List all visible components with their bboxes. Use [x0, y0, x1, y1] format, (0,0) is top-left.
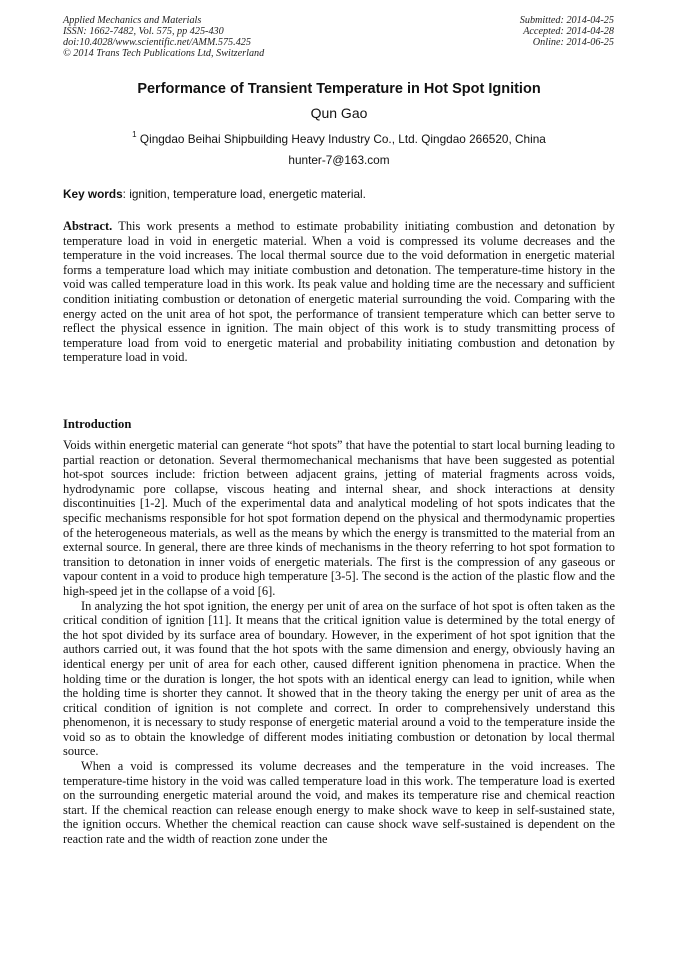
journal-header-right: [520, 15, 614, 48]
author-name: Qun Gao: [310, 105, 368, 121]
accepted-date: Accepted: 2014-04-28: [523, 26, 614, 37]
journal-name: Applied Mechanics and Materials: [63, 15, 202, 26]
introduction-body: [63, 438, 615, 847]
copyright-line: © 2014 Trans Tech Publications Ltd, Switzerland: [63, 48, 265, 59]
affiliation-mark: 1: [132, 130, 137, 139]
intro-paragraph-2: In analyzing the hot spot ignition, the energy per unit of area on the surface of hot spot is often taken as the critical condition of ignition [11]. It means that the critical ignition value is determined by the total energy of the hot spot divided by its surface area of boundary. However, in the experiment of hot spot ignition that the authors carried out, it was found that the hot spots with the same dimension and energy, obviously having an identical energy per unit of area for each other, caused different ignition phenomena in practice. When the holding time or the duration is longer, the hot spots with an identical energy can lead to ignition, while when the holding time is shorter they cannot. It showed that in the theory taking the energy per unit of area as the critical condition of ignition is not complete and correct. In order to comprehensively understand this phenomenon, it is necessary to study response of energetic material around a void to the temperature inside the void so as to obtain the knowledge of different modes initiating combustion or detonation by local thermal source.: [63, 598, 615, 759]
intro-paragraph-3: When a void is compressed its volume decreases and the temperature in the void increases. The temperature-time history in the void was called temperature load in this work. The temperature load is exerted on the surrounding energetic material around the void, and makes its temperature rise and chemical reaction start. If the chemical reaction can release enough energy to make shock wave to keep in self-sustained state, the ignition occurs. Whether the chemical reaction can cause shock wave self-sustained is dependent on the reaction rate and the width of reaction zone under the: [63, 759, 615, 847]
affiliation-text: Qingdao Beihai Shipbuilding Heavy Industry Co., Ltd. Qingdao 266520, China: [139, 131, 546, 146]
online-date: Online: 2014-06-25: [532, 37, 614, 48]
keywords-text: : ignition, temperature load, energetic material.: [122, 187, 366, 201]
journal-header-left: [63, 15, 264, 59]
intro-paragraph-1: Voids within energetic material can generate “hot spots” that have the potential to start local burning leading to partial reaction or detonation. Several thermomechanical mechanisms that have been suggested as potential hot-spot sources include: friction between adjacent grains, jetting of material fragments across voids, hydrodynamic pore collapse, viscous heating and internal shear, and shock interactions at density discontinuities [1-2]. Much of the experimental data and analytical modeling of hot spots indicates that the specific mechanisms responsible for hot spot formation depend on the physical and thermodynamic properties of the heterogeneous materials, as well as the means by which the energy is transmitted to the material from an external source. In general, there are three kinds of mechanisms in the theory referring to hot spot formation to transition to detonation in inner voids of energetic materials. The first is the compression of any gaseous or vapour content in a void to produce high temperature [3-5]. The second is the action of the plastic flow and the high-speed jet in the collapse of a void [6].: [63, 438, 615, 598]
introduction-heading: Introduction: [63, 417, 132, 431]
issn-line: ISSN: 1662-7482, Vol. 575, pp 425-430: [63, 26, 224, 37]
submitted-date: Submitted: 2014-04-25: [519, 15, 614, 26]
author-email: hunter-7@163.com: [288, 153, 390, 167]
affiliation: [0, 131, 678, 146]
paper-title: Performance of Transient Temperature in Hot Spot Ignition: [137, 81, 541, 97]
abstract: [63, 219, 615, 365]
doi-line: doi:10.4028/www.scientific.net/AMM.575.425: [63, 37, 251, 48]
keywords-label: Key words: [63, 187, 123, 201]
keywords: [63, 187, 615, 201]
abstract-text: This work presents a method to estimate probability initiating combustion and detonation by temperature load in void in energetic material. When a void is compressed its volume decreases and the temperature in the void increases. The local thermal source due to the void deformation in energetic material forms a temperature load which may initiate combustion and detonation. The temperature-time history in the void was called temperature load in this work. Its peak value and holding time are the necessary and sufficient condition initiating combustion or detonation of energetic material surrounding the void. Comparing with the energy acted on the unit area of hot spot, the performance of transient temperature which can better serve to reflect the physical essence in ignition. The main object of this work is to study transmitting process of temperature load from void to energetic material and probability initiating combustion and detonation by temperature load in void.: [63, 219, 615, 365]
abstract-label: Abstract.: [63, 219, 113, 233]
